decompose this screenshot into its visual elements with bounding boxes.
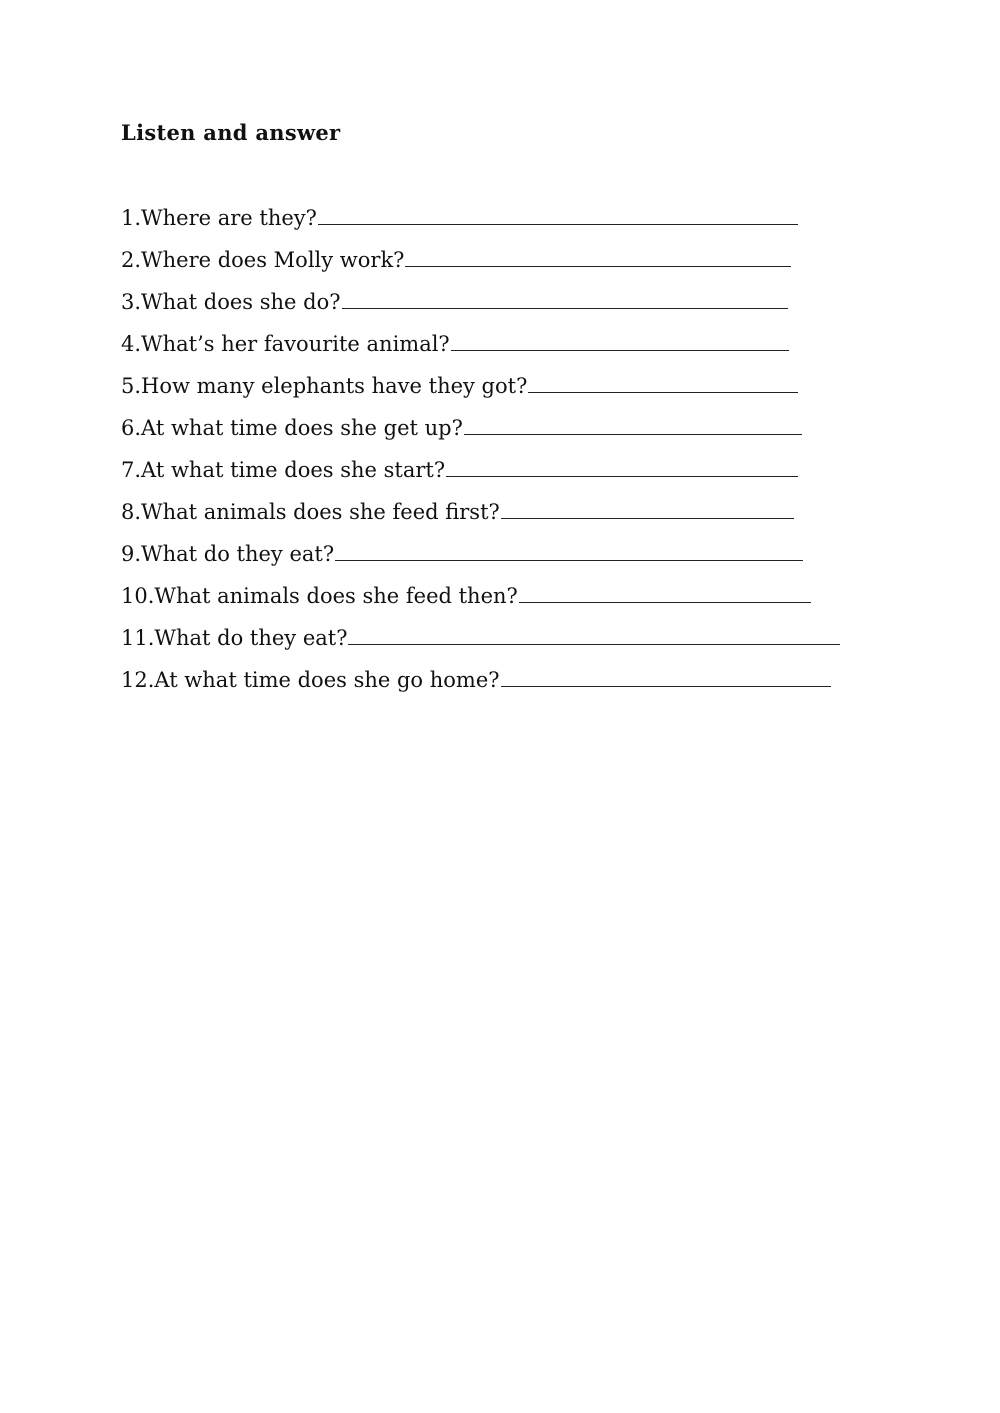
question-text: 4.What’s her favourite animal? (121, 332, 450, 356)
answer-line[interactable] (501, 498, 794, 519)
question-text: 3.What does she do? (121, 290, 341, 314)
question-item (121, 246, 840, 288)
answer-line[interactable] (528, 372, 798, 393)
answer-line[interactable] (342, 288, 788, 309)
question-item (121, 624, 840, 666)
question-item (121, 372, 840, 414)
question-text: 9.What do they eat? (121, 542, 335, 566)
answer-line[interactable] (335, 540, 803, 561)
answer-line[interactable] (464, 414, 802, 435)
question-text: 11.What do they eat? (121, 626, 348, 650)
question-text: 5.How many elephants have they got? (121, 374, 528, 398)
question-text: 7.At what time does she start? (121, 458, 446, 482)
question-text: 2.Where does Molly work? (121, 248, 405, 272)
question-item (121, 330, 840, 372)
question-text: 12.At what time does she go home? (121, 668, 500, 692)
answer-line[interactable] (519, 582, 811, 603)
question-item (121, 204, 840, 246)
question-text: 8.What animals does she feed first? (121, 500, 500, 524)
answer-line[interactable] (318, 204, 798, 225)
question-text: 6.At what time does she get up? (121, 416, 463, 440)
question-item (121, 540, 840, 582)
question-text: 10.What animals does she feed then? (121, 584, 518, 608)
question-item (121, 498, 840, 540)
question-item (121, 456, 840, 498)
answer-line[interactable] (501, 666, 831, 687)
question-item (121, 414, 840, 456)
answer-line[interactable] (348, 624, 840, 645)
question-item (121, 288, 840, 330)
question-list (121, 204, 840, 708)
question-item (121, 582, 840, 624)
answer-line[interactable] (446, 456, 798, 477)
answer-line[interactable] (451, 330, 789, 351)
answer-line[interactable] (405, 246, 791, 267)
question-item (121, 666, 840, 708)
question-text: 1.Where are they? (121, 206, 317, 230)
worksheet-title: Listen and answer (121, 120, 341, 145)
